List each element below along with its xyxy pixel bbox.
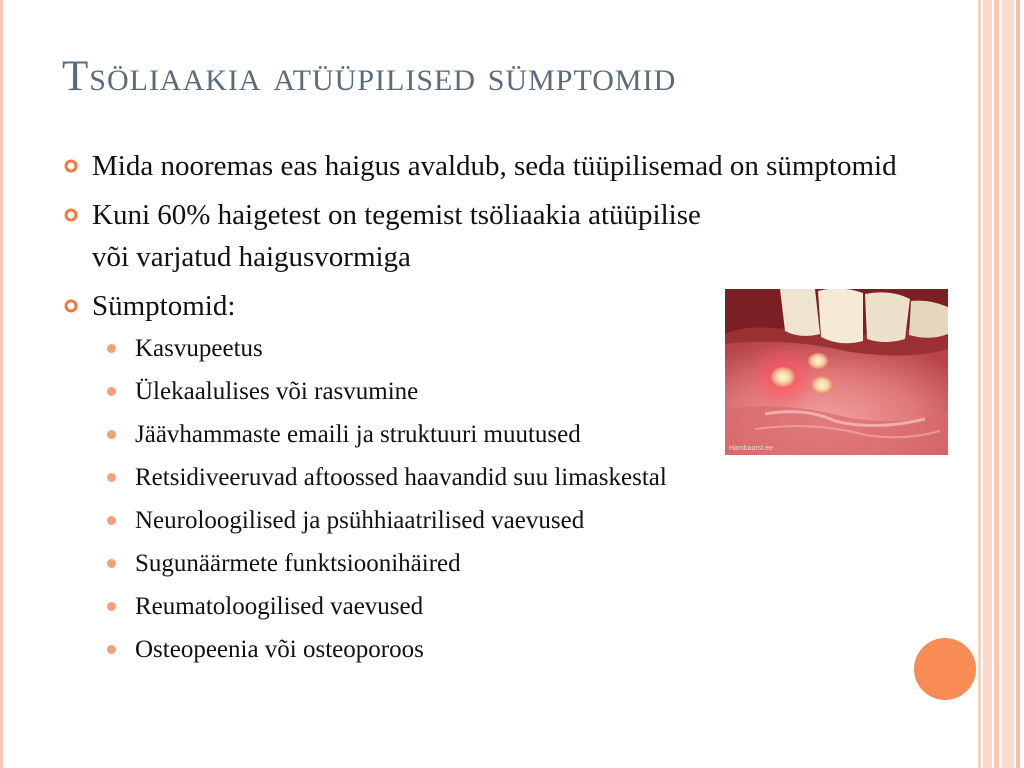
sub-bullet-text: Kasvupeetus [135,335,263,362]
bullet-text: Kuni 60% haigetest on tegemist tsöliaakia atüüpilise või varjatud haigusvormiga [92,199,701,273]
bullet-dot-icon [107,516,116,525]
bullet-dot-icon [107,387,116,396]
bullet-item [62,145,922,187]
mouth-ulcer-photo [725,289,948,455]
sub-bullet-text: Ülekaalulises või rasvumine [135,378,419,405]
mouth-ulcer-illustration [725,289,948,455]
sub-bullet-text: Jäävhammaste emaili ja struktuuri muutused [135,421,581,448]
slide-title: Tsöliaakia atüüpilised sümptomid [62,53,677,100]
photo-watermark: Hambaarst.ee [729,445,773,452]
sub-bullet-item [62,542,922,585]
sub-bullet-item [62,628,922,671]
bullet-dot-icon [107,473,116,482]
bullet-dot-icon [107,559,116,568]
bullet-ring-icon [64,159,78,173]
sub-bullet-item [62,499,922,542]
sub-bullet-text: Reumatoloogilised vaevused [135,593,424,620]
sub-bullet-text: Sugunäärmete funktsioonihäired [135,550,461,577]
bullet-text: Mida nooremas eas haigus avaldub, seda tüüpilisemad on sümptomid [92,150,897,182]
sub-bullet-text: Retsidiveeruvad aftoossed haavandid suu limaskestal [135,464,667,491]
decorative-circle [914,638,976,700]
sub-bullet-item [62,456,922,499]
left-border [0,0,3,768]
sub-bullet-item [62,585,922,628]
bullet-ring-icon [64,208,78,222]
bullet-dot-icon [107,602,116,611]
bullet-dot-icon [107,645,116,654]
bullet-item [62,194,732,278]
sub-bullet-text: Neuroloogilised ja psühhiaatrilised vaevused [135,507,585,534]
right-border-bands [978,0,1024,768]
bullet-dot-icon [107,344,116,353]
sub-bullet-text: Osteopeenia või osteoporoos [135,636,424,663]
bullet-text: Sümptomid: [92,290,236,322]
bullet-dot-icon [107,430,116,439]
bullet-ring-icon [64,299,78,313]
